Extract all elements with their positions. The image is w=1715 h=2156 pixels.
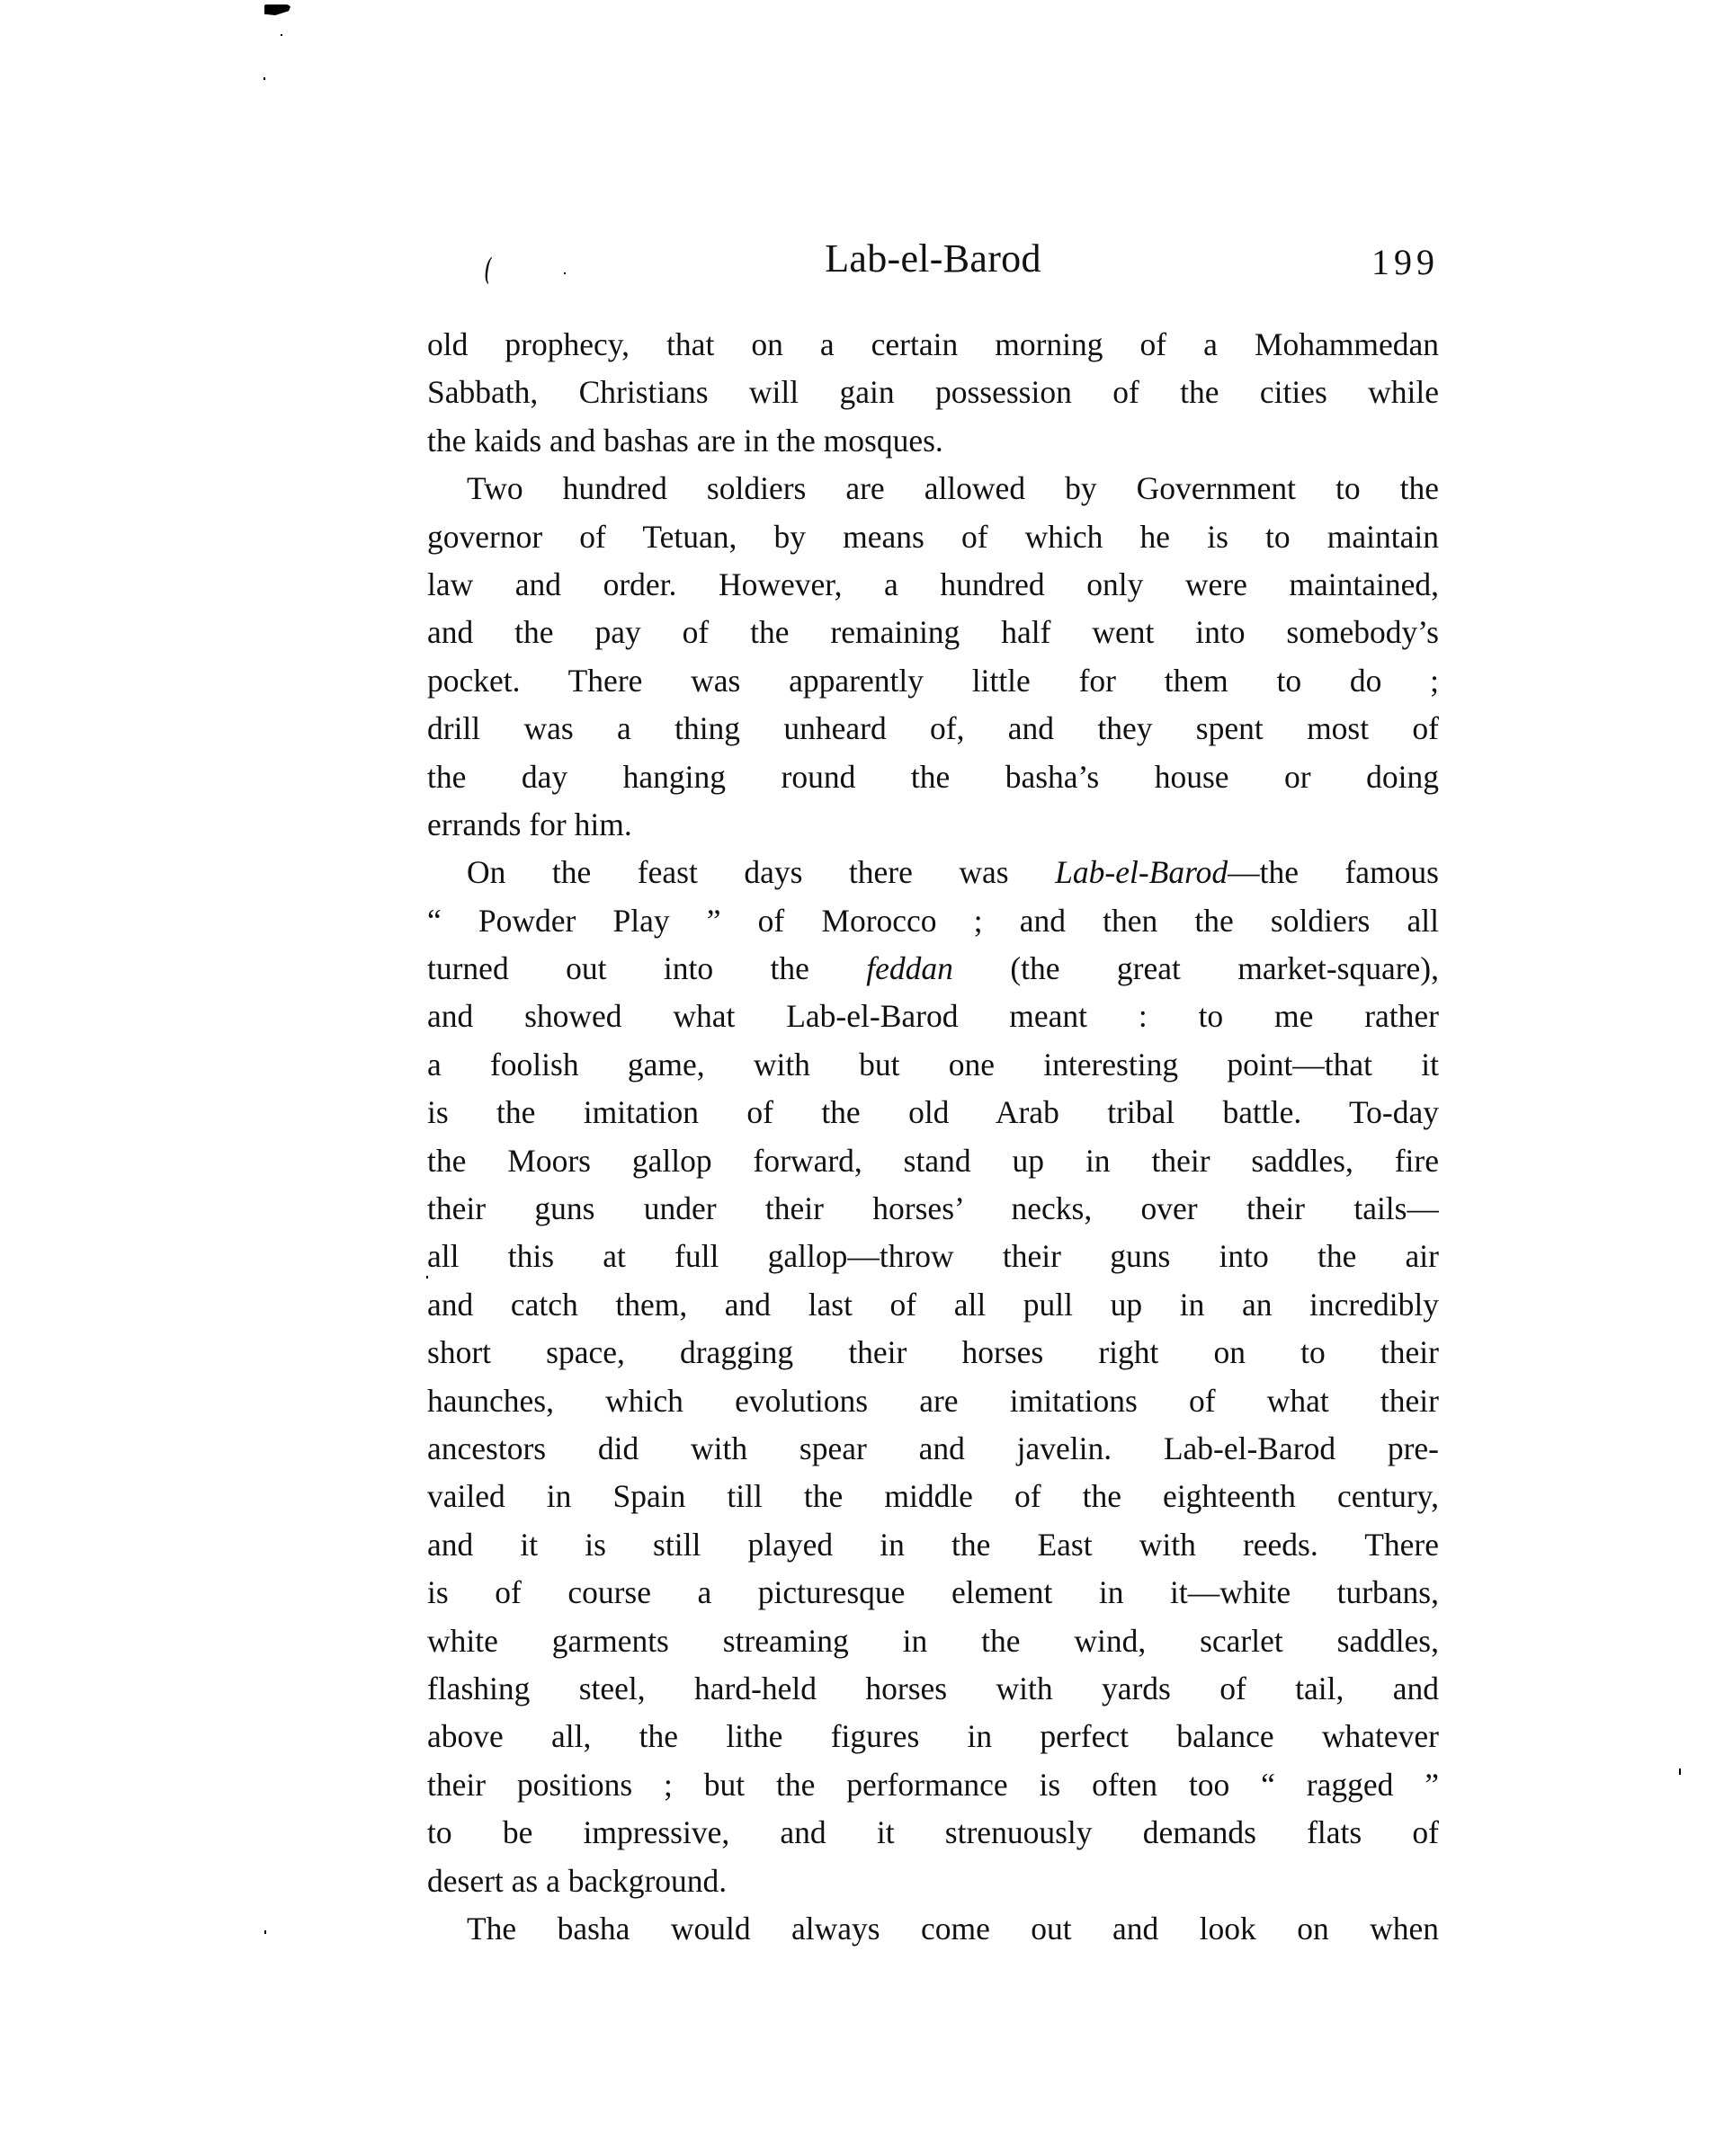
- text-line: is of course a picturesque element in it—white turbans,: [427, 1574, 1439, 1611]
- text-line: above all, the lithe figures in perfect balance whatever: [427, 1718, 1439, 1755]
- text-line: ancestors did with spear and javelin. Lab-el-Barod pre-: [427, 1430, 1439, 1466]
- text-line: the Moors gallop forward, stand up in their saddles, fire: [427, 1142, 1439, 1179]
- text-line: white garments streaming in the wind, scarlet saddles,: [427, 1622, 1439, 1659]
- running-title: Lab-el-Barod: [825, 236, 1041, 281]
- text-line: short space, dragging their horses right on to their: [427, 1334, 1439, 1371]
- text-line: desert as a background.: [427, 1862, 728, 1899]
- scan-speck: [281, 34, 282, 36]
- text-line: old prophecy, that on a certain morning of a Mohammedan: [427, 326, 1439, 362]
- scan-speck: [264, 77, 265, 80]
- text-line: [427, 849, 1439, 896]
- text-segment: On the feast days there was: [467, 854, 1056, 891]
- italic-phrase: feddan: [866, 950, 953, 987]
- text-line: haunches, which evolutions are imitations of what their: [427, 1382, 1439, 1419]
- text-line: The basha would always come out and look on when: [467, 1910, 1439, 1947]
- body-text: [427, 321, 1439, 1953]
- text-segment: —the famous: [1228, 854, 1439, 891]
- text-line: and the pay of the remaining half went into somebody’s: [427, 614, 1439, 651]
- text-line: their positions ; but the performance is often too “ ragged ”: [427, 1766, 1439, 1803]
- scan-smudge: [264, 4, 291, 15]
- text-line: all this at full gallop—throw their guns into the air: [427, 1238, 1439, 1275]
- page-number: 199: [1371, 242, 1439, 282]
- text-line: the day hanging round the basha’s house or doing: [427, 758, 1439, 795]
- text-line: “ Powder Play ” of Morocco ; and then the soldiers all: [427, 902, 1439, 939]
- header-bracket-mark: (: [483, 252, 494, 285]
- text-line: and showed what Lab-el-Barod meant : to me rather: [427, 998, 1439, 1035]
- text-line: pocket. There was apparently little for them to do ;: [427, 662, 1439, 699]
- text-line: to be impressive, and it strenuously demands flats of: [427, 1814, 1439, 1851]
- text-line: vailed in Spain till the middle of the eighteenth century,: [427, 1478, 1439, 1515]
- text-segment: turned out into the: [427, 950, 867, 987]
- text-line: governor of Tetuan, by means of which he is to maintain: [427, 518, 1439, 555]
- scan-speck: [264, 1930, 266, 1934]
- page-header: [427, 232, 1439, 295]
- italic-phrase: Lab-el-Barod: [1055, 854, 1228, 891]
- text-line: [427, 945, 1439, 993]
- text-line: and catch them, and last of all pull up in an incredibly: [427, 1286, 1439, 1323]
- text-line: drill was a thing unheard of, and they spent most of: [427, 710, 1439, 747]
- text-line: errands for him.: [427, 806, 632, 842]
- text-line: law and order. However, a hundred only were maintained,: [427, 566, 1439, 602]
- text-segment: (the great market-square),: [952, 950, 1439, 987]
- text-line: flashing steel, hard-held horses with yards of tail, and: [427, 1670, 1439, 1706]
- scan-speck: [1679, 1768, 1681, 1775]
- text-line: the kaids and bashas are in the mosques.: [427, 422, 943, 459]
- text-line: is the imitation of the old Arab tribal battle. To-day: [427, 1094, 1439, 1131]
- text-line: Sabbath, Christians will gain possession of the cities while: [427, 374, 1439, 411]
- text-line: a foolish game, with but one interesting point—that it: [427, 1046, 1439, 1082]
- text-line: their guns under their horses’ necks, over their tails—: [427, 1190, 1439, 1227]
- text-line: and it is still played in the East with reeds. There: [427, 1526, 1439, 1563]
- text-line: Two hundred soldiers are allowed by Government to the: [467, 470, 1439, 507]
